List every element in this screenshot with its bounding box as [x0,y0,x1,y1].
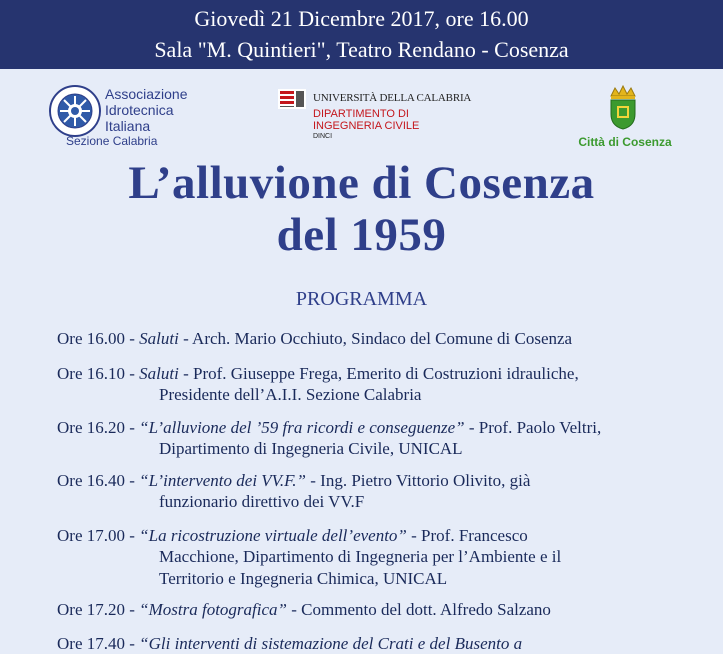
unical-logo [278,89,478,139]
aii-logo [49,85,219,150]
program-item [57,525,562,588]
program-item [57,633,522,654]
unical-dept-line2: INGEGNERIA CIVILE [313,120,420,132]
aii-seal-icon [49,85,101,137]
item-time: Ore 16.40 - [57,471,135,490]
item-topic: Saluti [139,364,179,383]
unical-dept-code: DINCI [313,133,333,140]
item-rest: - Prof. Francesco [406,526,528,545]
aii-name-line2: Idrotecnica [105,102,174,118]
program-item [57,599,551,620]
unical-name: UNIVERSITÀ DELLA CALABRIA [313,92,472,104]
item-continuation: Territorio e Ingegneria Chimica, UNICAL [159,569,448,588]
item-rest: - Ing. Pietro Vittorio Olivito, già [306,471,531,490]
page-title-line1: L’alluvione di Cosenza [128,157,595,209]
page-title-line2: del 1959 [276,209,447,261]
item-continuation: Presidente dell’A.I.I. Sezione Calabria [159,385,422,404]
event-date: Giovedì 21 Dicembre 2017, ore 16.00 [194,6,529,31]
item-topic: “La ricostruzione virtuale dell’evento” [139,526,407,545]
item-topic: “L’alluvione del ’59 fra ricordi e conseguenze” [139,418,465,437]
aii-name-line3: Italiana [105,118,151,134]
item-rest: - Arch. Mario Occhiuto, Sindaco del Comune di Cosenza [178,329,573,348]
aii-section: Sezione Calabria [66,134,158,148]
unical-emblem-icon [278,89,306,109]
item-continuation: funzionario direttivo dei VV.F [159,492,365,511]
item-time: Ore 17.20 - [57,600,135,619]
item-rest: - Commento del dott. Alfredo Salzano [287,600,551,619]
item-topic: Saluti [139,329,179,348]
program-item [57,417,602,458]
cosenza-label: Città di Cosenza [578,135,672,149]
item-rest: - Prof. Giuseppe Frega, Emerito di Costruzioni idrauliche, [178,364,579,383]
item-topic: “L’intervento dei VV.F.” [139,471,307,490]
item-time: Ore 16.10 - [57,364,135,383]
program-item [57,470,531,511]
program-item [57,363,579,404]
item-rest: - Prof. Paolo Veltri, [464,418,602,437]
cosenza-logo [575,84,675,154]
event-venue: Sala "M. Quintieri", Teatro Rendano - Cosenza [154,37,569,62]
item-time: Ore 16.20 - [57,418,135,437]
cosenza-crest-icon [605,84,641,130]
program-item [57,328,572,349]
item-time: Ore 17.40 - [57,634,135,653]
item-topic: “Mostra fotografica” [139,600,287,619]
item-continuation: Macchione, Dipartimento di Ingegneria per l’Ambiente e il [159,547,562,566]
item-time: Ore 17.00 - [57,526,135,545]
aii-name-line1: Associazione [105,86,188,102]
item-time: Ore 16.00 - [57,329,135,348]
unical-dept-line1: DIPARTIMENTO DI [313,108,409,120]
item-continuation: Dipartimento di Ingegneria Civile, UNICAL [159,439,463,458]
programma-heading: PROGRAMMA [295,288,428,310]
header-banner [0,0,723,69]
item-topic: “Gli interventi di sistemazione del Crati e del Busento a [139,634,523,653]
